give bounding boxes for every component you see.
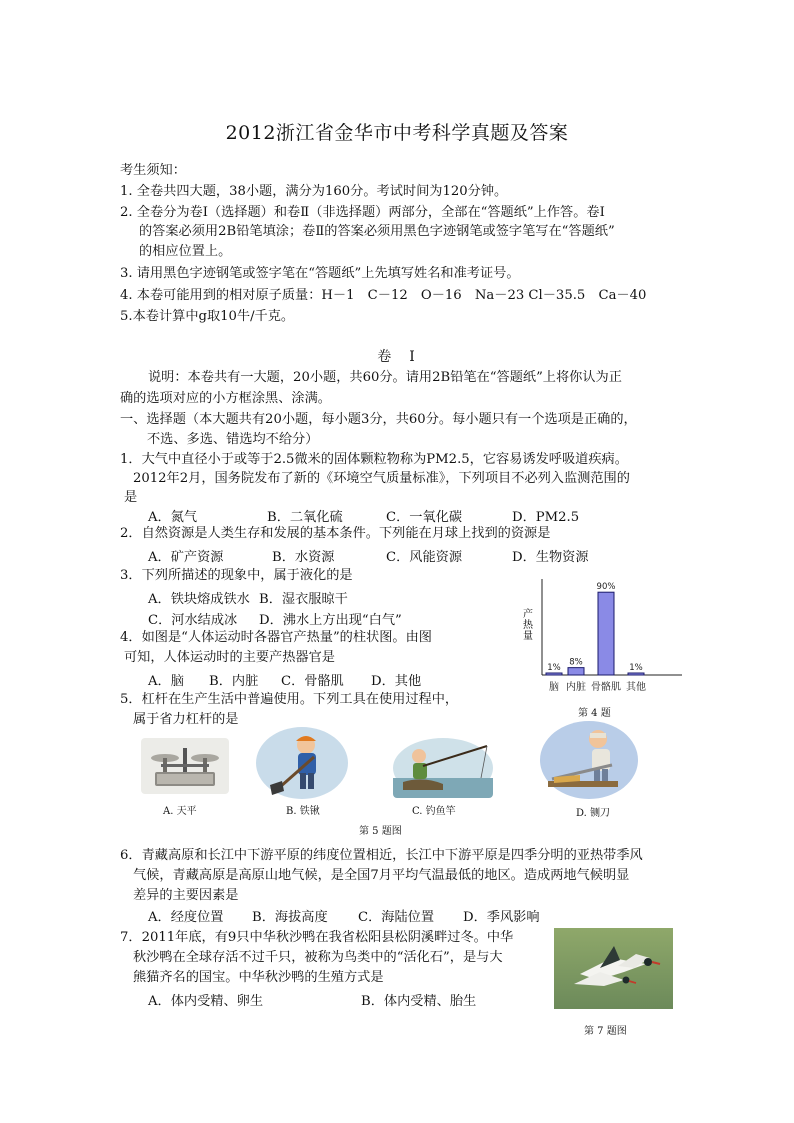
section-note-1: 说明：本卷共有一大题，20小题，共60分。请用2B铅笔在“答题纸”上将你认为正 <box>148 370 622 385</box>
q7-option-a: A．体内受精、卵生 <box>148 994 264 1009</box>
q6-option-a: A．经度位置 <box>148 910 224 925</box>
q1-line-1: 1．大气中直径小于或等于2.5微米的固体颗粒物称为PM2.5，它容易诱发呼吸道疾病。 <box>120 452 628 467</box>
notice-item-1: 1. 全卷共四大题，38小题，满分为160分。考试时间为120分钟。 <box>120 184 508 199</box>
section-heading: 卷 Ⅰ <box>377 349 417 365</box>
q1-option-c: C．一氧化碳 <box>386 510 463 525</box>
q5-image-label-c: C. 钓鱼竿 <box>412 806 456 817</box>
q6-option-d: D．季风影响 <box>463 910 540 925</box>
q3-option-c: C．河水结成冰 <box>148 613 238 628</box>
q2-line-1: 2．自然资源是人类生存和发展的基本条件。下列能在月球上找到的资源是 <box>120 526 551 541</box>
q7-figure-caption: 第 7 题图 <box>584 1026 627 1037</box>
q1-line-2: 2012年2月，国务院发布了新的《环境空气质量标准》，下列项目不必列入监测范围的 <box>133 471 630 486</box>
q3-line-1: 3．下列所描述的现象中，属于液化的是 <box>120 568 353 583</box>
merganser-duck-photo <box>554 928 673 1009</box>
chart-data-label-1: 1% <box>547 663 561 673</box>
balance-scale-image <box>141 738 229 794</box>
notice-item-3: 3. 请用黑色字迹钢笔或签字笔在“答题纸”上先填写姓名和准考证号。 <box>120 266 520 281</box>
q4-option-d: D．其他 <box>371 674 422 689</box>
q2-option-d: D．生物资源 <box>512 550 589 565</box>
chart-category-label-1: 脑 <box>549 682 559 693</box>
q4-line-1: 4．如图是“人体运动时各器官产热量”的柱状图。由图 <box>120 630 432 645</box>
q5-line-2: 属于省力杠杆的是 <box>133 712 239 727</box>
q3-option-b: B．湿衣服晾干 <box>259 592 348 607</box>
q6-line-1: 6．青藏高原和长江中下游平原的纬度位置相近，长江中下游平原是四季分明的亚热带季风 <box>120 848 643 863</box>
q7-line-1: 7．2011年底，有9只中华秋沙鸭在我省松阳县松阴溪畔过冬。中华 <box>120 930 514 945</box>
guillotine-cutter-image <box>540 721 638 799</box>
shovel-worker-image <box>256 727 348 799</box>
q2-option-b: B．水资源 <box>272 550 335 565</box>
q5-image-label-d: D. 铡刀 <box>576 808 611 819</box>
page-title: 2012浙江省金华市中考科学真题及答案 <box>225 122 569 144</box>
notice-item-5: 5.本卷计算中g取10牛/千克。 <box>120 309 295 324</box>
notice-item-2-cont2: 的相应位置上。 <box>139 244 232 259</box>
notice-heading: 考生须知： <box>120 163 186 178</box>
part-heading-1: 一、选择题（本大题共有20小题，每小题3分，共60分。每小题只有一个选项是正确的， <box>120 412 637 427</box>
section-note-2: 确的选项对应的小方框涂黑、涂满。 <box>120 391 331 406</box>
part-heading-2: 不选、多选、错选均不给分） <box>147 432 319 447</box>
q5-image-label-a: A. 天平 <box>163 806 197 817</box>
q7-option-b: B．体内受精、胎生 <box>361 994 477 1009</box>
chart-category-label-2: 内脏 <box>566 682 586 693</box>
q2-option-a: A．矿产资源 <box>148 550 224 565</box>
q4-line-2: 可知，人体运动时的主要产热器官是 <box>124 650 335 665</box>
q4-option-c: C．骨骼肌 <box>281 674 344 689</box>
q4-option-a: A．脑 <box>148 674 184 689</box>
chart-data-label-3: 90% <box>596 582 616 593</box>
notice-item-4: 4. 本卷可能用到的相对原子质量：H－1 C－12 O－16 Na－23 Cl－35.5 Ca－40 <box>120 288 647 303</box>
q3-option-d: D．沸水上方出现“白气” <box>259 613 402 628</box>
chart-data-label-2: 8% <box>569 657 583 668</box>
notice-item-2: 2. 全卷分为卷Ⅰ（选择题）和卷Ⅱ（非选择题）两部分，全部在“答题纸”上作答。卷Ⅰ <box>120 205 605 220</box>
q1-option-a: A．氮气 <box>148 510 198 525</box>
notice-item-2-cont: 的答案必须用2B铅笔填涂；卷Ⅱ的答案必须用黑色字迹钢笔或签字笔写在“答题纸” <box>139 224 615 239</box>
chart-bar-1 <box>546 673 562 675</box>
q4-bar-chart <box>512 572 692 702</box>
q7-line-3: 熊猫齐名的国宝。中华秋沙鸭的生殖方式是 <box>133 970 384 985</box>
q1-line-3: 是 <box>124 490 138 505</box>
chart-data-label-4: 1% <box>629 663 643 673</box>
q6-option-c: C．海陆位置 <box>358 910 435 925</box>
q6-option-b: B．海拔高度 <box>252 910 328 925</box>
q5-line-1: 5．杠杆在生产生活中普遍使用。下列工具在使用过程中， <box>120 692 459 707</box>
q4-option-b: B．内脏 <box>209 674 259 689</box>
q1-option-d: D．PM2.5 <box>512 510 580 525</box>
q3-option-a: A．铁块熔成铁水 <box>148 592 250 607</box>
q6-line-3: 差异的主要因素是 <box>133 888 239 903</box>
chart-category-label-3: 骨骼肌 <box>591 682 621 693</box>
q4-figure-caption: 第 4 题 <box>578 708 611 719</box>
chart-y-axis-label: 产热量 <box>520 608 532 641</box>
q1-option-b: B．二氧化硫 <box>267 510 343 525</box>
fishing-rod-image <box>393 738 493 798</box>
q6-line-2: 气候，青藏高原是高原山地气候，是全国7月平均气温最低的地区。造成两地气候明显 <box>133 868 630 883</box>
q5-image-label-b: B. 铁锹 <box>286 806 320 817</box>
q7-line-2: 秋沙鸭在全球存活不过千只，被称为鸟类中的“活化石”，是与大 <box>133 950 503 965</box>
chart-bar-2 <box>568 668 584 675</box>
chart-bar-4 <box>628 673 644 675</box>
q5-figure-caption: 第 5 题图 <box>359 826 402 837</box>
chart-bar-3 <box>598 592 614 675</box>
chart-category-label-4: 其他 <box>626 682 646 693</box>
q2-option-c: C．风能资源 <box>386 550 463 565</box>
